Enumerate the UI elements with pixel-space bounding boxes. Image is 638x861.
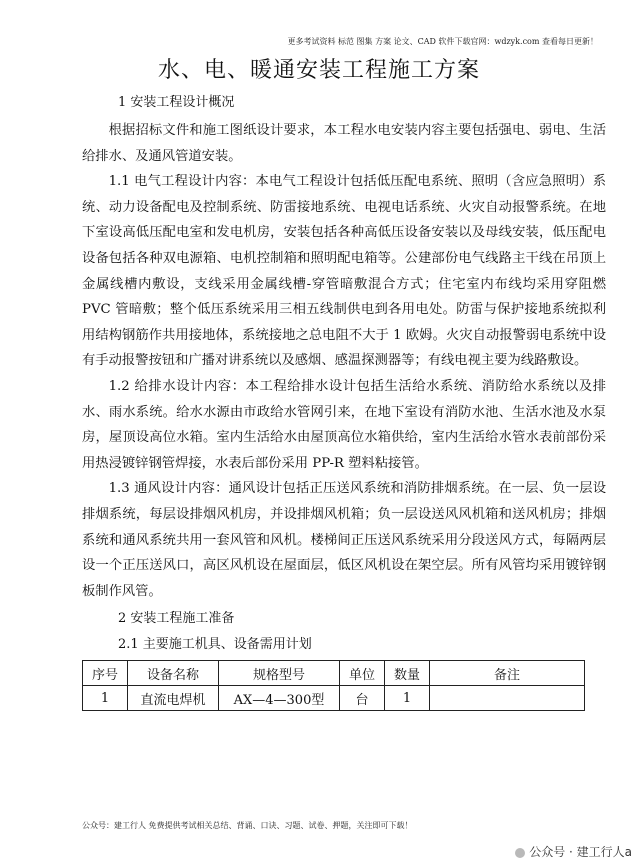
table-header-row <box>83 661 585 686</box>
section-2-heading: 2 安装工程施工准备 <box>118 611 235 627</box>
section-1-intro: 根据招标文件和施工图纸设计要求，本工程水电安装内容主要包括强电、弱电、生活给排水、及通风管道安装。 <box>82 123 606 164</box>
section-2-1-heading: 2.1 主要施工机具、设备需用计划 <box>118 637 312 653</box>
table-cell <box>430 686 585 711</box>
table-cell: 1 <box>385 686 430 711</box>
table-header-cell: 规格型号 <box>219 661 340 686</box>
electrical-design-paragraph: 1.1 电气工程设计内容：本电气工程设计包括低压配电系统、照明（含应急照明）系统、动力设备配电及控制系统、防雷接地系统、电视电话系统、火灾自动报警系统。在地下室设高低压配电室和发电机房，安装包括各种高低压设备安装以及母线安装，低压配电设备包括各种双电源箱、电机控制箱和照明配电箱等。公建部份电气线路主干线在吊顶上金属线槽内敷设，支线采用金属线槽-穿管暗敷混合方式；住宅室内布线均采用穿阻燃 PVC 管暗敷；整个低压系统采用三相五线制供电到各用电处。防雷与保护接地系统拟利用结构钢筋作共用接地体，系统接地之总电阻不大于 1 欧姆。火灾自动报警弱电系统中设有手动报警按钮和广播对讲系统以及感烟、感温探测器等；有线电视主要为线路敷设。 <box>82 174 606 369</box>
table-header-cell: 单位 <box>340 661 385 686</box>
table-cell: AX—4—300型 <box>219 686 340 711</box>
document-body <box>82 92 606 711</box>
table-cell: 直流电焊机 <box>128 686 219 711</box>
table-header-cell: 数量 <box>385 661 430 686</box>
plumbing-design-paragraph: 1.2 给排水设计内容：本工程给排水设计包括生活给水系统、消防给水系统以及排水、雨水系统。给水水源由市政给水管网引来，在地下室设有消防水池、生活水池及水泵房，屋顶设高位水箱。室内生活给水由屋顶高位水箱供给，室内生活给水管水表前部份采用热浸镀锌钢管焊接，水表后部份采用 PP-R 塑料粘接管。 <box>82 378 606 471</box>
table-cell: 1 <box>83 686 128 711</box>
header-note: 更多考试资料 标范 图集 方案 论文、CAD 软件下载官网：wdzyk.com 查看每日更新！ <box>287 37 598 46</box>
wechat-icon <box>515 848 525 858</box>
table-header-cell: 设备名称 <box>128 661 219 686</box>
table-header-cell: 序号 <box>83 661 128 686</box>
equipment-table <box>82 660 585 711</box>
footer-note: 公众号：建工行人 免费提供考试相关总结、背诵、口诀、习题、试卷、押题，关注即可下载！ <box>82 821 413 830</box>
table-header-cell: 备注 <box>430 661 585 686</box>
watermark-text: 公众号 · 建工行人a <box>529 845 632 859</box>
document-title: 水、电、暖通安装工程施工方案 <box>157 58 480 83</box>
section-1-heading: 1 安装工程设计概况 <box>118 95 235 110</box>
table-row <box>83 686 585 711</box>
table-cell: 台 <box>340 686 385 711</box>
watermark <box>515 843 632 860</box>
ventilation-design-paragraph: 1.3 通风设计内容：通风设计包括正压送风系统和消防排烟系统。在一层、负一层设排烟系统，每层设排烟风机房，并设排烟风机箱；负一层设送风风机箱和送风机房；排烟系统和通风系统共用一套风管和风机。楼梯间正压送风系统采用分段送风方式，每隔两层设一个正压送风口，高区风机设在屋面层，低区风机设在架空层。所有风管均采用镀锌钢板制作风管。 <box>82 481 606 599</box>
